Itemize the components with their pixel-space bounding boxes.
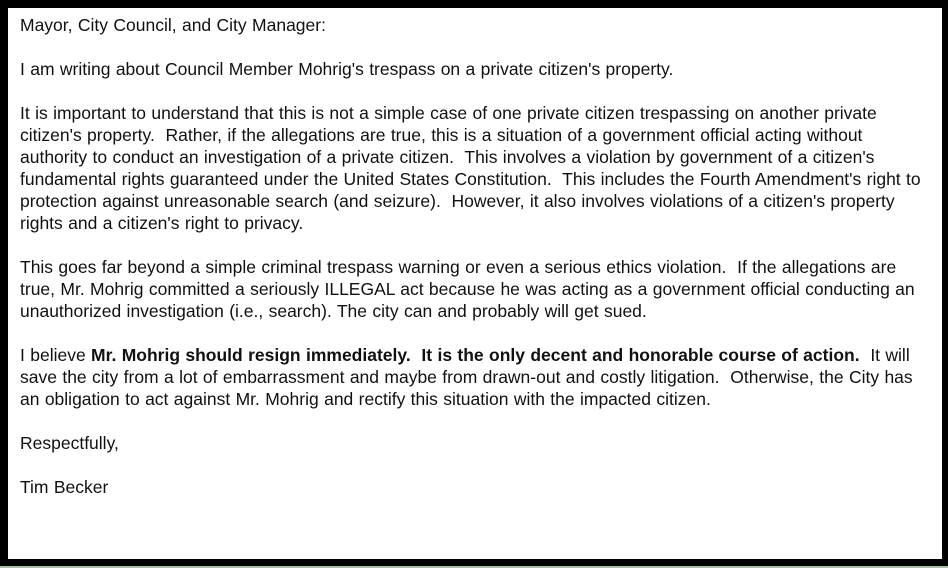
signature: Tim Becker <box>20 477 109 497</box>
closing: Respectfully, <box>20 433 119 453</box>
demand-text-bold: Mr. Mohrig should resign immediately. It is the only decent and honorable course of action. <box>91 345 860 365</box>
paragraph-intro: I am writing about Council Member Mohrig's trespass on a private citizen's property. <box>20 59 674 79</box>
paragraph-context: It is important to understand that this is not a simple case of one private citizen trespassing on another private citizen's property. Rather, if the allegations are true, this is a situation of a government official acting without authority to conduct an investigation of a private citizen. This involves a violation by government of a citizen's fundamental rights guaranteed under the United States Constitution. This includes the Fourth Amendment's right to protection against unreasonable search (and seizure). However, it also involves violations of a citizen's property rights and a citizen's right to privacy. <box>20 103 926 233</box>
demand-text-before: I believe <box>20 345 92 365</box>
letter-body <box>8 8 942 559</box>
paragraph-severity: This goes far beyond a simple criminal trespass warning or even a serious ethics violation. If the allegations are true, Mr. Mohrig committed a seriously ILLEGAL act because he was acting as a government official conducting an unauthorized investigation (i.e., search). The city can and probably will get sued. <box>20 257 921 321</box>
salutation: Mayor, City Council, and City Manager: <box>20 15 326 35</box>
paragraph-demand <box>20 344 932 410</box>
demand-text-after: It will save the city from a lot of embarrassment and maybe from drawn-out and costly litigation. Otherwise, the City has an obligation to act against Mr. Mohrig and rectify this situation with the impacted citizen. <box>20 345 919 409</box>
